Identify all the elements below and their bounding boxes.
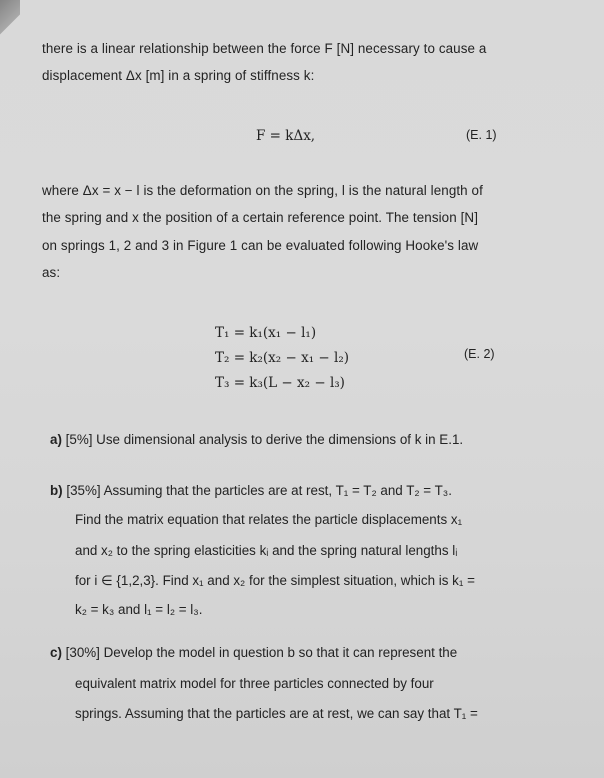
question-a-key: a) bbox=[50, 432, 62, 447]
question-b-line-3: and x₂ to the spring elasticities kᵢ and the spring natural lengths lᵢ bbox=[75, 543, 458, 558]
question-c-line-1 bbox=[50, 645, 457, 660]
question-c-text-1: [30%] Develop the model in question b so that it can represent the bbox=[65, 645, 458, 660]
equation-e2-row-2: T₂ = k₂(x₂ − x₁ − l₂) bbox=[215, 350, 350, 366]
intro-line-1: there is a linear relationship between the force F [N] necessary to cause a bbox=[42, 41, 487, 56]
question-b-text-1: [35%] Assuming that the particles are at rest, T₁ = T₂ and T₂ = T₃. bbox=[66, 483, 452, 498]
question-c-line-2: equivalent matrix model for three particles connected by four bbox=[75, 676, 434, 691]
para2-line-3: on springs 1, 2 and 3 in Figure 1 can be evaluated following Hooke's law bbox=[42, 238, 479, 253]
para2-line-4: as: bbox=[42, 265, 61, 280]
intro-line-2: displacement Δx [m] in a spring of stiffness k: bbox=[42, 68, 315, 83]
question-b-line-5: k₂ = k₃ and l₁ = l₂ = l₃. bbox=[75, 602, 203, 617]
question-b-line-2: Find the matrix equation that relates the particle displacements x₁ bbox=[75, 512, 463, 527]
question-c-line-3: springs. Assuming that the particles are at rest, we can say that T₁ = bbox=[75, 706, 478, 721]
equation-e1: F = kΔx, bbox=[256, 128, 316, 144]
question-b-line-4: for i ∈ {1,2,3}. Find x₁ and x₂ for the simplest situation, which is k₁ = bbox=[75, 573, 475, 588]
question-a-text: [5%] Use dimensional analysis to derive the dimensions of k in E.1. bbox=[65, 432, 464, 447]
para2-line-2: the spring and x the position of a certain reference point. The tension [N] bbox=[42, 210, 479, 225]
equation-e2-row-1: T₁ = k₁(x₁ − l₁) bbox=[215, 325, 317, 341]
question-b-key: b) bbox=[50, 483, 63, 498]
page-corner-shadow bbox=[0, 0, 20, 50]
para2-line-1: where Δx = x − l is the deformation on the spring, l is the natural length of bbox=[42, 183, 483, 198]
equation-e2-row-3: T₃ = k₃(L − x₂ − l₃) bbox=[215, 375, 345, 391]
equation-e2-label: (E. 2) bbox=[464, 347, 495, 361]
equation-e1-label: (E. 1) bbox=[466, 128, 497, 142]
question-c-key: c) bbox=[50, 645, 62, 660]
question-b-line-1 bbox=[50, 483, 452, 498]
question-a bbox=[50, 432, 463, 447]
